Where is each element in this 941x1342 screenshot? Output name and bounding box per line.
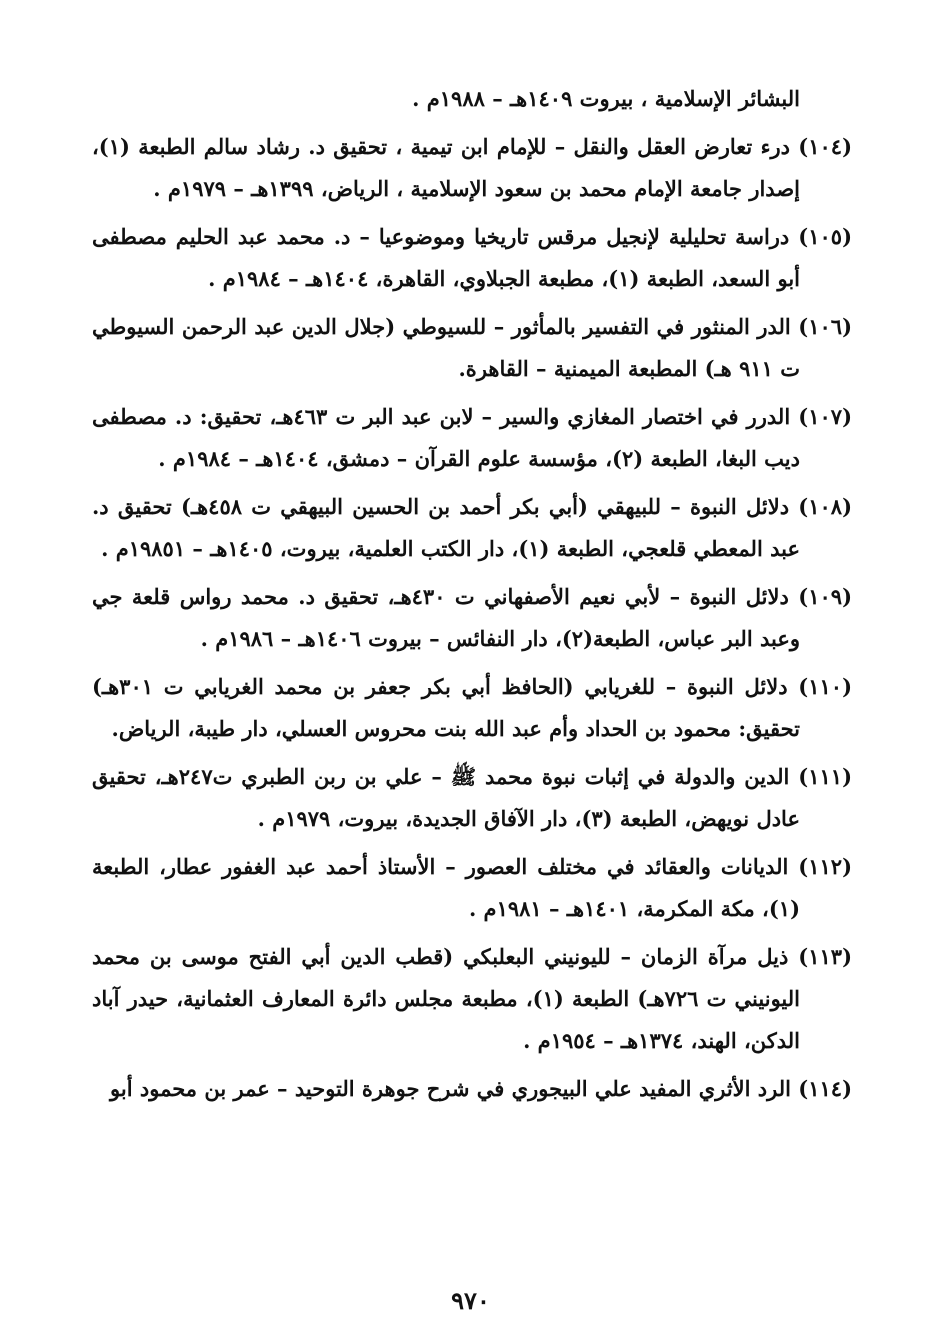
- bibliography-entry-107: [92, 396, 852, 480]
- entry-text: الرد الأثري المفيد علي البيجوري في شرح جوهرة التوحيد – عمر بن محمود أبو: [110, 1076, 791, 1101]
- bibliography-list: [92, 78, 852, 1116]
- entry-text: دلائل النبوة – للغريابي (الحافظ أبي بكر جعفر بن محمد الغريابي ت ٣٠١هـ) تحقيق: محمود بن الحداد وأم عبد الله بنت محروس العسلي، دار طيبة، الرياض.: [92, 674, 800, 741]
- bibliography-entry-108: [92, 486, 852, 570]
- entry-text: دراسة تحليلية لإنجيل مرقس تاريخيا وموضوعيا – د. محمد عبد الحليم مصطفى أبو السعد، الطبعة (١)، مطبعة الجبلاوي، القاهرة، ١٤٠٤هـ – ١٩٨٤م .: [92, 224, 800, 291]
- bibliography-entry-114: [92, 1068, 852, 1110]
- entry-number: (١٠٥): [798, 224, 852, 249]
- bibliography-entry-113: [92, 936, 852, 1062]
- bibliography-entry-110: [92, 666, 852, 750]
- bibliography-entry-111: [92, 756, 852, 840]
- entry-text: الديانات والعقائد في مختلف العصور – الأستاذ أحمد عبد الغفور عطار، الطبعة (١)، مكة المكرمة، ١٤٠١هـ – ١٩٨١م .: [92, 854, 800, 921]
- entry-number: (١٠٧): [798, 404, 853, 429]
- bibliography-entry-104: [92, 126, 852, 210]
- entry-number: (١١٢): [798, 854, 852, 879]
- entry-text: درء تعارض العقل والنقل – للإمام ابن تيمية ، تحقيق د. رشاد سالم الطبعة (١)، إصدار جامعة الإمام محمد بن سعود الإسلامية ، الرياض، ١٣٩٩هـ – ١٩٧٩م .: [92, 134, 800, 201]
- bibliography-entry-106: [92, 306, 852, 390]
- bibliography-entry-109: [92, 576, 852, 660]
- entry-text: دلائل النبوة – لأبي نعيم الأصفهاني ت ٤٣٠هـ، تحقيق د. محمد رواس قلعة جي وعبد البر عباس، الطبعة(٢)، دار النفائس – بيروت ١٤٠٦هـ – ١٩٨٦م .: [92, 584, 800, 651]
- entry-number: (١١٣): [798, 944, 852, 969]
- page-number: ٩٧٠: [451, 1286, 490, 1315]
- entry-text: الدر المنثور في التفسير بالمأثور – للسيوطي (جلال الدين عبد الرحمن السيوطي ت ٩١١ هـ) المطبعة الميمنية – القاهرة.: [92, 314, 800, 381]
- entry-number: (١١٤): [798, 1076, 852, 1101]
- entry-text: ذيل مرآة الزمان – لليونيني البعلبكي (قطب الدين أبي الفتح موسى بن محمد اليونيني ت ٧٢٦هـ) الطبعة (١)، مطبعة مجلس دائرة المعارف العثمانية، حيدر آباد الدكن، الهند، ١٣٧٤هـ – ١٩٥٤م .: [92, 944, 800, 1053]
- entry-number: (١٠٦): [798, 314, 853, 339]
- entry-number: (١١٠): [798, 674, 852, 699]
- entry-number: (١٠٤): [798, 134, 852, 159]
- entry-text: الدين والدولة في إثبات نبوة محمد ﷺ – علي بن ربن الطبري ت٢٤٧هـ، تحقيق عادل نويهض، الطبعة (٣)، دار الآفاق الجديدة، بيروت، ١٩٧٩م .: [92, 764, 800, 831]
- entry-text: دلائل النبوة – للبيهقي (أبي بكر أحمد بن الحسين البيهقي ت ٤٥٨هـ) تحقيق د. عبد المعطي قلعجي، الطبعة (١)، دار الكتب العلمية، بيروت، ١٤٠٥هـ – ١٩٨٥١م .: [92, 494, 800, 561]
- entry-text: الدرر في اختصار المغازي والسير – لابن عبد البر ت ٤٦٣هـ، تحقيق: د. مصطفى ديب البغا، الطبعة (٢)، مؤسسة علوم القرآن – دمشق، ١٤٠٤هـ – ١٩٨٤م .: [92, 404, 800, 471]
- bibliography-entry-112: [92, 846, 852, 930]
- bibliography-entry-105: [92, 216, 852, 300]
- continuation-line: البشائر الإسلامية ، بيروت ١٤٠٩هـ – ١٩٨٨م .: [412, 86, 800, 111]
- entry-number: (١١١): [798, 764, 852, 789]
- entry-number: (١٠٨): [798, 494, 852, 519]
- entry-number: (١٠٩): [798, 584, 852, 609]
